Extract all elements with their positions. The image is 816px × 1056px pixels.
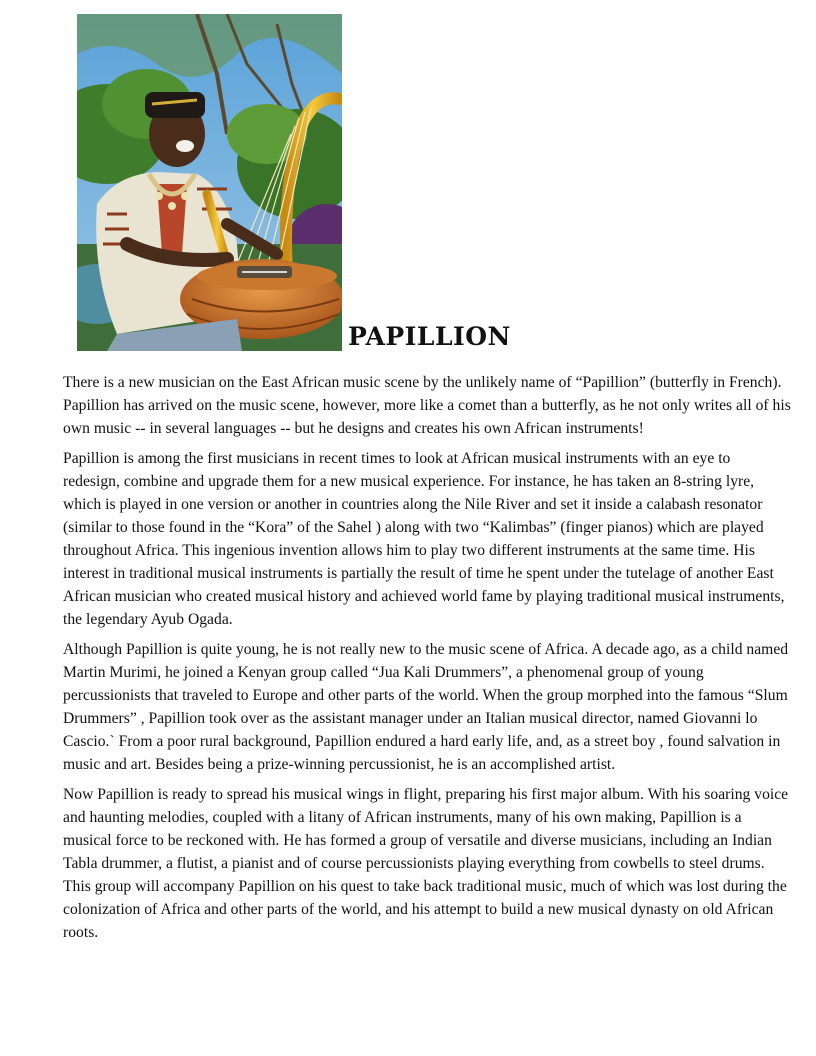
photo-illustration	[77, 14, 342, 351]
paragraph: There is a new musician on the East African music scene by the unlikely name of “Papillion” (butterfly in French). Papillion has arrived on the music scene, however, more like a comet than a butterfly, as he not only writes all of his own music -- in several languages -- but he designs and creates his own African instruments!	[63, 374, 791, 437]
musician-photo	[77, 14, 342, 351]
paragraph: Now Papillion is ready to spread his musical wings in flight, preparing his first major album. With his soaring voice and haunting melodies, coupled with a litany of African instruments, many of his own making, Papillion is a musical force to be reckoned with. He has formed a group of versatile and diverse musicians, including an Indian Tabla drummer, a flutist, a pianist and of course percussionists playing everything from cowbells to steel drums. This group will accompany Papillion on his quest to take back traditional music, much of which was lost during the colonization of Africa and other parts of the world, and his attempt to build a new musical dynasty on old African roots.	[63, 786, 789, 941]
article-title: PAPILLION	[348, 322, 511, 351]
paragraph: Although Papillion is quite young, he is not really new to the music scene of Africa. A decade ago, as a child named Martin Murimi, he joined a Kenyan group called “Jua Kali Drummers”, a phenomenal group of young percussionists that traveled to Europe and other parts of the world. When the group morphed into the famous “Slum Drummers” , Papillion took over as the assistant manager under an Italian musical director, named Giovanni lo Cascio.` From a poor rural background, Papillion endured a hard early life, and, as a street boy , found salvation in music and art. Besides being a prize-winning percussionist, he is an accomplished artist.	[63, 641, 789, 773]
article-body	[63, 371, 791, 951]
paragraph: Papillion is among the first musicians in recent times to look at African musical instruments with an eye to redesign, combine and upgrade them for a new musical experience. For instance, he has taken an 8-string lyre, which is played in one version or another in countries along the Nile River and set it inside a calabash resonator (similar to those found in the “Kora” of the Sahel ) along with two “Kalimbas” (finger pianos) which are played throughout Africa. This ingenious invention allows him to play two different instruments at the same time. His interest in traditional musical instruments is partially the result of time he spent under the tutelage of another East African musician who created musical history and achieved world fame by playing traditional musical instruments, the legendary Ayub Ogada.	[63, 450, 785, 628]
